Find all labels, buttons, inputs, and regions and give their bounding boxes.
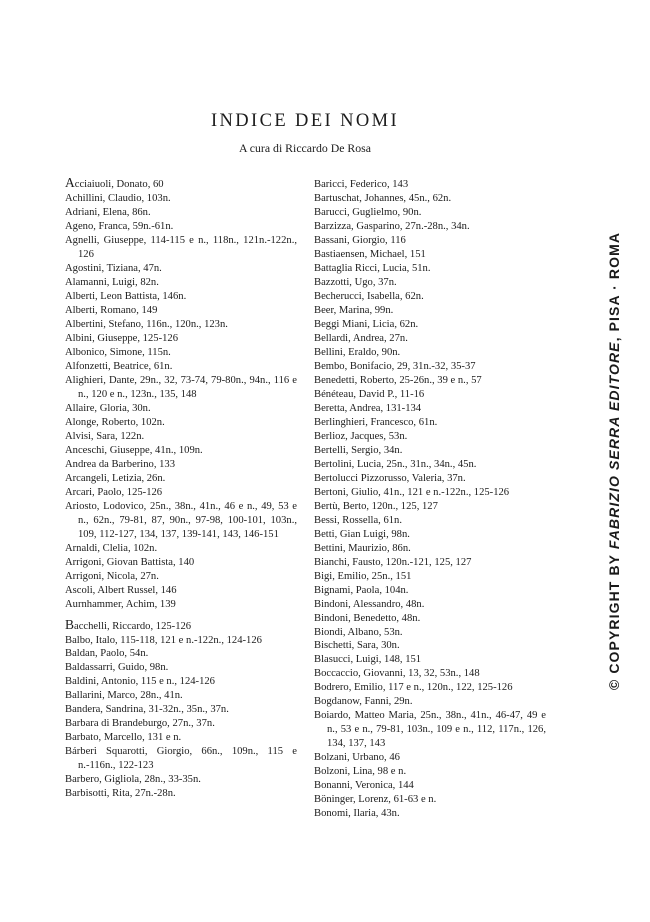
index-entry (65, 703, 297, 717)
index-entry-text: Bettini, Maurizio, 86n. (314, 542, 411, 554)
index-entry (314, 192, 546, 206)
index-entry (314, 765, 546, 779)
index-entry (314, 709, 546, 751)
page-title: INDICE DEI NOMI (210, 111, 400, 131)
index-entry (314, 220, 546, 234)
index-entry-text: Albonico, Simone, 115n. (65, 346, 171, 358)
index-entry (314, 178, 546, 192)
section-initial: B (65, 616, 75, 632)
index-entry (314, 556, 546, 570)
index-entry (65, 318, 297, 332)
index-entry-text: Achillini, Claudio, 103n. (65, 192, 171, 204)
publisher-name: FABRIZIO SERRA EDITORE (606, 341, 622, 550)
index-entry (314, 584, 546, 598)
index-entry (65, 647, 297, 661)
index-entry-text: Agnelli, Giuseppe, 114-115 e n., 118n., 121n.-122n., 126 (65, 234, 297, 260)
index-entry-text: Bandera, Sandrina, 31-32n., 35n., 37n. (65, 704, 229, 716)
index-entry-text: Boccaccio, Giovanni, 13, 32, 53n., 148 (314, 668, 480, 680)
index-entry-text: Bénéteau, David P., 11-16 (314, 388, 425, 400)
index-entry-text: Alfonzetti, Beatrice, 61n. (65, 360, 173, 372)
index-entry (314, 290, 546, 304)
index-entry (65, 332, 297, 346)
index-entry (314, 793, 546, 807)
index-entry-text: Arcari, Paolo, 125-126 (65, 486, 163, 498)
index-entry (314, 206, 546, 220)
index-entry (65, 486, 297, 500)
index-entry-text: Baldini, Antonio, 115 e n., 124-126 (65, 676, 215, 688)
index-entry (65, 542, 297, 556)
index-entry (314, 346, 546, 360)
index-entry (65, 220, 297, 234)
index-entry (314, 514, 546, 528)
index-entry-text: Berlinghieri, Francesco, 61n. (314, 416, 438, 428)
index-entry-text: Alberti, Romano, 149 (65, 304, 158, 316)
index-entry (314, 458, 546, 472)
index-entry (314, 681, 546, 695)
index-entry-text: Baldassarri, Guido, 98n. (65, 662, 169, 674)
index-entry (314, 444, 546, 458)
copyright-prefix: © COPYRIGHT BY (606, 549, 622, 691)
index-entry (65, 360, 297, 374)
index-entry-text: Arcangeli, Letizia, 26n. (65, 472, 166, 484)
index-entry-text: Albertini, Stefano, 116n., 120n., 123n. (65, 318, 228, 330)
index-entry-text: Bembo, Bonifacio, 29, 31n.-32, 35-37 (314, 360, 476, 372)
index-entry (65, 731, 297, 745)
index-entry (314, 542, 546, 556)
index-entry-text: Bastiaensen, Michael, 151 (314, 248, 426, 260)
index-entry-text: cciaiuoli, Donato, 60 (74, 179, 164, 190)
index-entry (65, 458, 297, 472)
index-entry (65, 304, 297, 318)
index-entry-text: Anceschi, Giuseppe, 41n., 109n. (65, 444, 203, 456)
index-entry (314, 430, 546, 444)
index-entry (314, 276, 546, 290)
index-entry-text: Boiardo, Matteo Maria, 25n., 38n., 41n., 46-47, 49 e n., 53 e n., 79-81, 103n., 109 e n., 112, 117n., 126, 134, 137, 143 (314, 710, 546, 750)
index-entry-text: Alberti, Leon Battista, 146n. (65, 290, 187, 302)
index-entry (65, 175, 297, 192)
index-entry-text: Bonomi, Ilaria, 43n. (314, 808, 400, 820)
index-entry (65, 430, 297, 444)
index-entry (314, 304, 546, 318)
index-entry (65, 570, 297, 584)
index-entry (65, 556, 297, 570)
index-entry (314, 402, 546, 416)
index-entry-text: Bigi, Emilio, 25n., 151 (314, 570, 412, 582)
index-entry (314, 626, 546, 640)
index-column-right (314, 178, 546, 821)
index-entry (314, 667, 546, 681)
index-entry (314, 262, 546, 276)
index-entry-text: Bassani, Giorgio, 116 (314, 234, 406, 246)
index-entry-text: Bogdanow, Fanni, 29n. (314, 696, 413, 708)
index-entry (65, 290, 297, 304)
index-entry-text: Bolzani, Urbano, 46 (314, 752, 400, 764)
index-entry (314, 486, 546, 500)
index-entry-text: Bazzotti, Ugo, 37n. (314, 276, 397, 288)
index-entry-text: Andrea da Barberino, 133 (65, 458, 176, 470)
index-entry-text: Barbisotti, Rita, 27n.-28n. (65, 788, 176, 800)
index-entry-text: Bertoni, Giulio, 41n., 121 e n.-122n., 125-126 (314, 486, 510, 498)
index-entry-text: Bonanni, Veronica, 144 (314, 780, 414, 792)
index-entry (65, 472, 297, 486)
index-entry (65, 598, 297, 612)
index-entry-text: Ascoli, Albert Russel, 146 (65, 584, 177, 596)
index-entry (314, 598, 546, 612)
copyright-suffix: , PISA · ROMA (606, 231, 622, 342)
section-initial: A (65, 175, 75, 190)
index-entry-text: Alighieri, Dante, 29n., 32, 73-74, 79-80n., 94n., 116 e n., 120 e n., 123n., 135, 148 (65, 374, 297, 400)
index-entry-text: Ariosto, Lodovico, 25n., 38n., 41n., 46 e n., 49, 53 e n., 62n., 79-81, 87, 90n., 97-98, 100-101, 103n., 109, 112-127, 134, 137, 139-141, 143, 146-151 (65, 500, 297, 540)
index-entry (65, 675, 297, 689)
index-entry-text: Böninger, Lorenz, 61-63 e n. (314, 794, 437, 806)
index-entry-text: Albini, Giuseppe, 125-126 (65, 332, 178, 344)
index-entry (314, 332, 546, 346)
index-entry-text: Betti, Gian Luigi, 98n. (314, 528, 410, 540)
index-entry (65, 234, 297, 262)
index-entry-text: acchelli, Riccardo, 125-126 (74, 620, 192, 632)
index-entry-text: Bellini, Eraldo, 90n. (314, 346, 401, 358)
index-entry-text: Becherucci, Isabella, 62n. (314, 290, 424, 302)
index-entry-text: Bertù, Berto, 120n., 125, 127 (314, 500, 438, 512)
index-entry (65, 206, 297, 220)
index-entry-text: Bárberi Squarotti, Giorgio, 66n., 109n., 115 e n.-116n., 122-123 (65, 746, 297, 772)
index-entry-text: Bianchi, Fausto, 120n.-121, 125, 127 (314, 556, 472, 568)
index-entry-text: Barbato, Marcello, 131 e n. (65, 732, 182, 744)
index-entry (314, 751, 546, 765)
index-entry-text: Arnaldi, Clelia, 102n. (65, 542, 158, 554)
index-entry-text: Baricci, Federico, 143 (314, 179, 409, 190)
index-entry-text: Adriani, Elena, 86n. (65, 206, 151, 218)
index-entry (314, 807, 546, 821)
index-entry-text: Ballarini, Marco, 28n., 41n. (65, 690, 183, 702)
index-entry (314, 500, 546, 514)
index-entry-text: Bertolucci Pizzorusso, Valeria, 37n. (314, 472, 466, 484)
index-entry-text: Bessi, Rossella, 61n. (314, 514, 402, 526)
index-column-left (65, 175, 297, 801)
index-entry (314, 388, 546, 402)
index-entry (314, 318, 546, 332)
index-entry (314, 374, 546, 388)
index-entry (65, 374, 297, 402)
index-entry-text: Arrigoni, Nicola, 27n. (65, 570, 159, 582)
page-subtitle: A cura di Riccardo De Rosa (238, 141, 372, 155)
index-entry (65, 262, 297, 276)
index-entry (65, 402, 297, 416)
index-entry-text: Battaglia Ricci, Lucia, 51n. (314, 262, 431, 274)
index-entry (314, 695, 546, 709)
index-entry-text: Beggi Miani, Licia, 62n. (314, 318, 419, 330)
index-entry (314, 234, 546, 248)
index-entry-text: Bindoni, Benedetto, 48n. (314, 612, 421, 624)
index-entry-text: Blasucci, Luigi, 148, 151 (314, 654, 422, 666)
index-entry (65, 500, 297, 542)
index-entry (314, 612, 546, 626)
index-entry (65, 346, 297, 360)
index-entry (65, 787, 297, 801)
index-entry (65, 584, 297, 598)
index-entry-text: Baldan, Paolo, 54n. (65, 648, 149, 660)
index-entry-text: Alonge, Roberto, 102n. (65, 416, 165, 428)
index-entry (314, 360, 546, 374)
index-entry (314, 472, 546, 486)
index-entry-text: Beer, Marina, 99n. (314, 304, 394, 316)
index-entry-text: Barzizza, Gasparino, 27n.-28n., 34n. (314, 220, 470, 232)
index-entry (65, 616, 297, 634)
index-entry (314, 779, 546, 793)
index-entry-text: Balbo, Italo, 115-118, 121 e n.-122n., 124-126 (65, 634, 262, 646)
index-entry-text: Agostini, Tiziana, 47n. (65, 262, 162, 274)
index-entry-text: Barucci, Guglielmo, 90n. (314, 206, 422, 218)
index-entry (65, 745, 297, 773)
index-entry (65, 444, 297, 458)
index-entry-text: Bischetti, Sara, 30n. (314, 640, 400, 652)
index-entry (314, 528, 546, 542)
index-entry (314, 248, 546, 262)
index-entry-text: Alvisi, Sara, 122n. (65, 430, 145, 442)
index-entry-text: Berlioz, Jacques, 53n. (314, 430, 408, 442)
index-entry-text: Bellardi, Andrea, 27n. (314, 332, 408, 344)
index-entry-text: Biondi, Albano, 53n. (314, 626, 403, 638)
index-entry (65, 661, 297, 675)
index-entry-text: Bertolini, Lucia, 25n., 31n., 34n., 45n. (314, 458, 477, 470)
copyright-notice (606, 232, 622, 690)
index-entry (65, 276, 297, 290)
index-entry-text: Bartuschat, Johannes, 45n., 62n. (314, 192, 452, 204)
index-entry-text: Aurnhammer, Achim, 139 (65, 598, 176, 610)
index-entry-text: Bodrero, Emilio, 117 e n., 120n., 122, 125-126 (314, 682, 513, 694)
index-entry (314, 653, 546, 667)
index-entry (314, 570, 546, 584)
index-entry (314, 639, 546, 653)
index-entry (65, 416, 297, 430)
index-entry-text: Bertelli, Sergio, 34n. (314, 444, 403, 456)
index-entry-text: Barbero, Gigliola, 28n., 33-35n. (65, 774, 201, 786)
index-entry-text: Alamanni, Luigi, 82n. (65, 276, 159, 288)
index-entry-text: Bignami, Paola, 104n. (314, 584, 409, 596)
index-entry (65, 717, 297, 731)
index-entry-text: Beretta, Andrea, 131-134 (314, 402, 422, 414)
index-entry-text: Allaire, Gloria, 30n. (65, 402, 151, 414)
index-entry (65, 192, 297, 206)
index-entry (65, 689, 297, 703)
index-entry-text: Arrigoni, Giovan Battista, 140 (65, 556, 195, 568)
index-entry-text: Ageno, Franca, 59n.-61n. (65, 220, 174, 232)
index-entry-text: Barbara di Brandeburgo, 27n., 37n. (65, 718, 215, 730)
index-entry (314, 416, 546, 430)
index-entry-text: Benedetti, Roberto, 25-26n., 39 e n., 57 (314, 374, 482, 386)
index-entry (65, 773, 297, 787)
index-entry (65, 634, 297, 648)
index-entry-text: Bolzoni, Lina, 98 e n. (314, 766, 407, 778)
index-entry-text: Bindoni, Alessandro, 48n. (314, 598, 425, 610)
